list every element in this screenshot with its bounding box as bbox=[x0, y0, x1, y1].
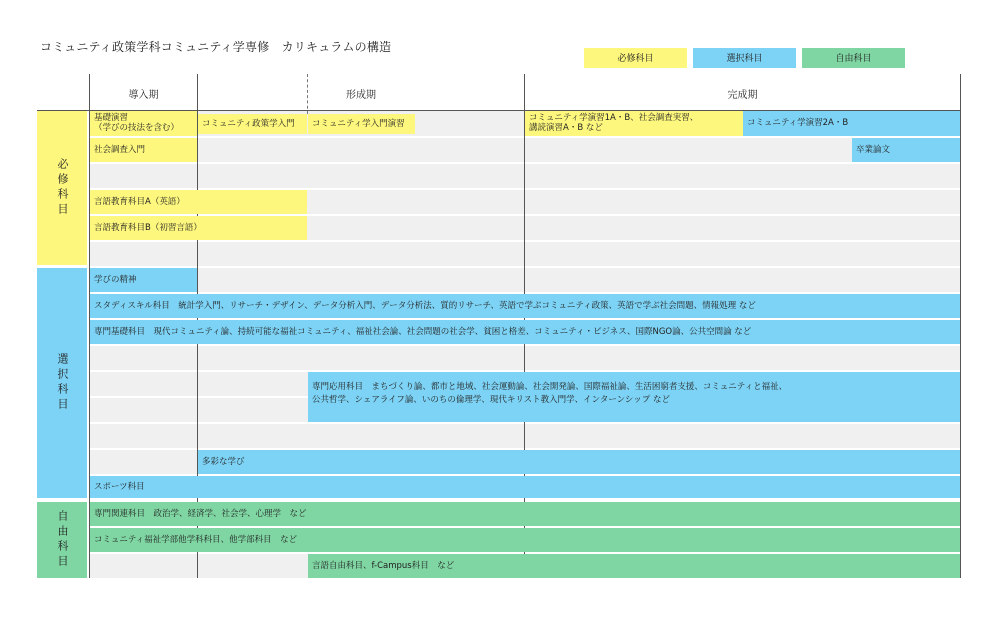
legend-elective: 選択科目 bbox=[692, 47, 797, 69]
category-required: 必修科目 bbox=[37, 111, 87, 265]
course-applied-major: 専門応用科目 まちづくり論、都市と地域、社会運動論、社会開発論、国際福祉論、生活困窮者支援、コミュニティと福祉、 公共哲学、シェアライフ論、いのちの倫理学、現代キリスト教入門学、インターンシップ など bbox=[308, 372, 960, 422]
column-completion: 完成期 bbox=[727, 90, 758, 101]
course-spirit-of-learning: 学びの精神 bbox=[90, 268, 197, 292]
course-diverse-learning: 多彩な学び bbox=[198, 450, 960, 474]
course-graduation-thesis: 卒業論文 bbox=[852, 138, 960, 162]
course-kiso-enshu: 基礎演習 （学びの技法を含む） bbox=[90, 111, 197, 136]
course-cs-intro-seminar: コミュニティ学入門演習 bbox=[308, 114, 415, 134]
course-related-major: 専門関連科目 政治学、経済学、社会学、心理学 など bbox=[90, 502, 960, 526]
course-other-departments: コミュニティ福祉学部他学科科目、他学部科目 など bbox=[90, 528, 960, 552]
legend-required: 必修科目 bbox=[583, 47, 688, 69]
page-title: コミュニティ政策学科コミュニティ学専修 カリキュラムの構造 bbox=[40, 40, 392, 54]
course-language-b: 言語教育科目B（初習言語） bbox=[90, 216, 307, 240]
legend-free: 自由科目 bbox=[801, 47, 906, 69]
course-seminar-2: コミュニティ学演習2A・B bbox=[743, 111, 960, 136]
course-language-a: 言語教育科目A（英語） bbox=[90, 190, 307, 214]
course-seminar-1: コミュニティ学演習1A・B、社会調査実習、 講読演習A・B など bbox=[525, 111, 743, 136]
course-sports: スポーツ科目 bbox=[90, 476, 960, 498]
column-intro: 導入期 bbox=[128, 90, 159, 101]
course-survey-intro: 社会調査入門 bbox=[90, 138, 197, 162]
course-study-skills: スタディスキル科目 統計学入門、リサーチ・デザイン、データ分析入門、データ分析法、質的リサーチ、英語で学ぶコミュニティ政策、英語で学ぶ社会問題、情報処理 など bbox=[90, 294, 960, 318]
category-elective: 選択科目 bbox=[37, 268, 87, 498]
course-basic-major: 専門基礎科目 現代コミュニティ論、持続可能な福祉コミュニティ、福祉社会論、社会問題の社会学、貧困と格差、コミュニティ・ビジネス、国際NGO論、公共空間論 など bbox=[90, 320, 960, 344]
column-formation: 形成期 bbox=[346, 90, 376, 101]
course-language-free: 言語自由科目、f-Campus科目 など bbox=[308, 554, 960, 578]
course-cp-intro: コミュニティ政策学入門 bbox=[198, 114, 307, 134]
category-free: 自由科目 bbox=[37, 502, 87, 578]
